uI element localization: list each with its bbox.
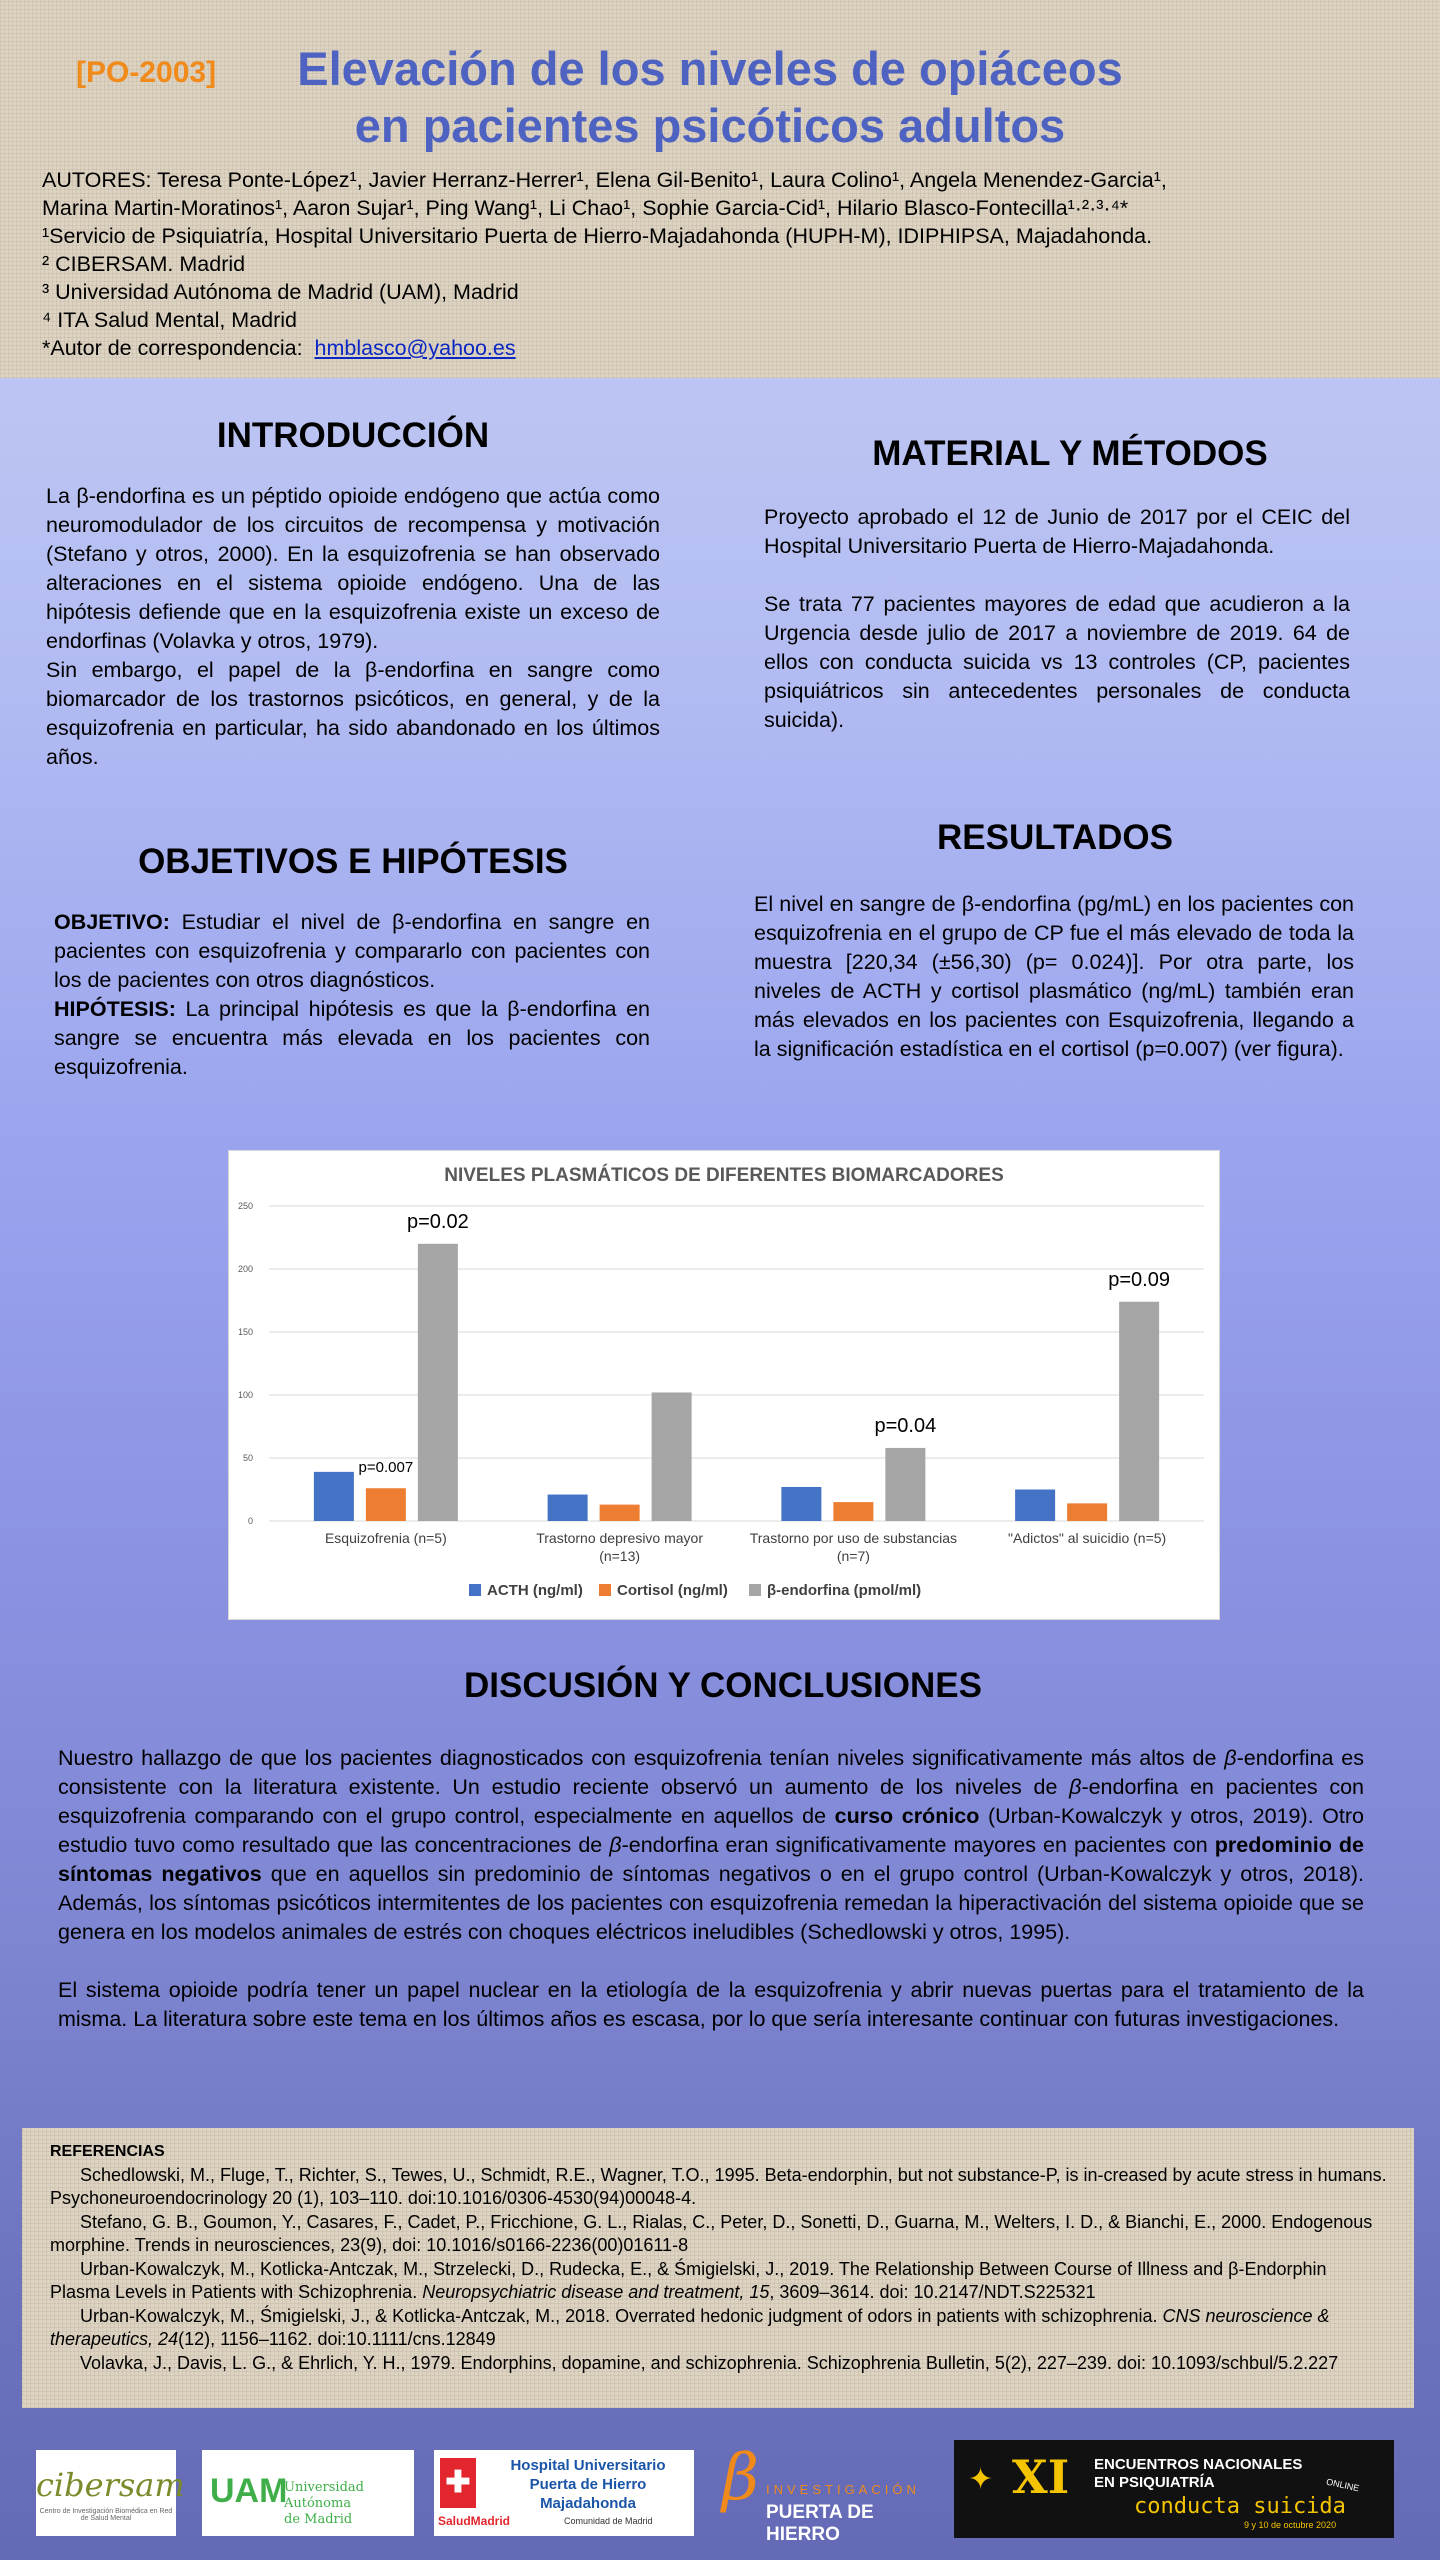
y-tick-label: 0 xyxy=(247,1516,253,1526)
y-tick-label: 50 xyxy=(242,1453,253,1463)
ref4-run-b: (12), 1156–1162. doi:10.1111/cns.12849 xyxy=(178,2329,496,2349)
discusion-title: DISCUSIÓN Y CONCLUSIONES xyxy=(464,1666,982,1705)
uam-logo-line-1: Universidad Autónoma xyxy=(284,2480,364,2511)
resultados-text xyxy=(754,890,1354,1064)
encuentros-line-1: ENCUENTROS NACIONALES xyxy=(1094,2456,1303,2473)
chart-canvas xyxy=(229,1151,1219,1619)
ref3-journal: Neuropsychiatric disease and treatment, 15 xyxy=(422,2282,770,2302)
bar-1-3 xyxy=(1067,1503,1107,1521)
bar-1-1 xyxy=(600,1505,640,1521)
hipotesis-label: HIPÓTESIS: xyxy=(54,997,176,1021)
encuentros-online: ONLINE xyxy=(1325,2476,1361,2494)
disc-bold-curso: curso crónico xyxy=(834,1804,980,1828)
investigacion-line-1: INVESTIGACIÓN xyxy=(766,2482,920,2497)
ref4-run-a: Urban-Kowalczyk, M., Śmigielski, J., & Kotlicka-Antczak, M., 2018. Overrated hedonic judgment of odors in patients with schizophrenia. xyxy=(80,2305,1163,2326)
resultados-paragraph: El nivel en sangre de β-endorfina (pg/mL) en los pacientes con esquizofrenia en el grupo de CP fue el más elevado de toda la muestra [220,34 (±56,30) (p= 0.024)]. Por otra parte, los niveles de ACTH y cortisol plasmático (ng/mL) también eran más elevados en los pacientes con Esquizofrenia, llegando a la significación estadística en el cortisol (p=0.007) (ver figura). xyxy=(754,892,1354,1061)
p-value-annotation: p=0.02 xyxy=(407,1210,469,1233)
author-list-1: Teresa Ponte-López¹, Javier Herranz-Herrer¹, Elena Gil-Benito¹, Laura Colino¹, Angela Menendez-Garcia¹, xyxy=(157,168,1167,192)
category-label: Trastorno depresivo mayor xyxy=(536,1530,704,1546)
legend-swatch-1 xyxy=(599,1584,611,1596)
hospital-logo-cross-icon: ✚ xyxy=(440,2458,476,2508)
investigacion-beta-icon: β xyxy=(722,2441,759,2515)
poster-header xyxy=(0,0,1440,378)
category-label: (n=7) xyxy=(836,1548,870,1564)
discusion-paragraph-1 xyxy=(58,1744,1364,1947)
affiliation-3: ³ Universidad Autónoma de Madrid (UAM), Madrid xyxy=(42,280,519,304)
hospital-logo-salud: SaludMadrid xyxy=(438,2514,511,2528)
affiliation-2: ² CIBERSAM. Madrid xyxy=(42,252,246,276)
legend-swatch-2 xyxy=(749,1584,761,1596)
objetivos-text xyxy=(54,908,650,1082)
cibersam-logo-subtitle: Centro de Investigación Biomédica en Red de Salud Mental xyxy=(39,2508,173,2522)
poster-title xyxy=(230,40,1190,154)
title-line-2: en pacientes psicóticos adultos xyxy=(354,99,1066,152)
bar-2-2 xyxy=(885,1448,925,1521)
objetivo-paragraph xyxy=(54,908,650,995)
intro-paragraph-1: La β-endorfina es un péptido opioide endógeno que actúa como neuromodulador de los circuitos de recompensa y motivación (Stefano y otros, 2000). En la esquizofrenia se han observado alteraciones en el sistema opioide endógeno. Una de las hipótesis defiende que en la esquizofrenia existe un exceso de endorfinas (Volavka y otros, 1979). xyxy=(46,484,660,653)
encuentros-date: 9 y 10 de octubre 2020 xyxy=(1244,2520,1337,2530)
bar-0-2 xyxy=(781,1487,821,1521)
ref3-run-a: Urban-Kowalczyk, M., Kotlicka-Antczak, M., Strzelecki, D., Rudecka, E., & Śmigielski, J., 2019. The Relationship Between Course of Illness and β-Endorphin Plasma Levels in Patients with Schizophrenia. xyxy=(50,2258,1327,2302)
y-tick-label: 200 xyxy=(237,1264,253,1274)
category-label: Trastorno por uso de substancias xyxy=(749,1530,958,1546)
disc-run-b: -endorfina es consistente con la literatura existente. Un estudio reciente observó un aumento de los niveles de xyxy=(58,1746,1364,1799)
bar-2-1 xyxy=(652,1392,692,1521)
hospital-logo-comunidad: Comunidad de Madrid xyxy=(564,2516,653,2526)
category-label: "Adictos" al suicidio (n=5) xyxy=(1008,1530,1167,1546)
affiliation-4: ⁴ ITA Salud Mental, Madrid xyxy=(42,308,298,332)
email-link[interactable]: hmblasco@yahoo.es xyxy=(314,336,516,360)
encuentros-text xyxy=(1094,2456,1302,2492)
encuentros-star-icon: ✦ xyxy=(968,2463,994,2496)
authors-block xyxy=(42,166,1382,362)
legend-label-0: ACTH (ng/ml) xyxy=(487,1582,583,1599)
p-value-annotation: p=0.007 xyxy=(358,1459,414,1477)
investigacion-logo xyxy=(722,2438,936,2545)
encuentros-numeral: XI xyxy=(1012,2450,1070,2504)
disc-beta-1: β xyxy=(1224,1746,1237,1770)
hospital-logo xyxy=(434,2450,694,2536)
poster-code: [PO-2003] xyxy=(76,56,217,89)
objetivos-title: OBJETIVOS E HIPÓTESIS xyxy=(138,842,568,881)
metodos-text xyxy=(764,503,1350,735)
cibersam-logo xyxy=(36,2450,185,2536)
objetivo-text: Estudiar el nivel de β-endorfina en sangre en pacientes con esquizofrenia y compararlo con pacientes con los de pacientes con otros diagnósticos. xyxy=(54,910,650,992)
biomarker-chart xyxy=(228,1150,1220,1620)
uam-logo xyxy=(202,2450,414,2536)
intro-text xyxy=(46,482,660,772)
disc-beta-3: β xyxy=(609,1833,622,1857)
correspondence-label: *Autor de correspondencia: xyxy=(42,336,303,360)
metodos-title: MATERIAL Y MÉTODOS xyxy=(872,434,1268,473)
category-label: (n=13) xyxy=(599,1548,641,1564)
affiliation-1: ¹Servicio de Psiquiatría, Hospital Universitario Puerta de Hierro-Majadahonda (HUPH-M), IDIPHIPSA, Majadahonda. xyxy=(42,224,1153,248)
reference-1: Schedlowski, M., Fluge, T., Richter, S., Tewes, U., Schmidt, R.E., Wagner, T.O., 1995. Beta-endorphin, but not substance-P, is in-creased by acute stress in humans. Psychoneuroendocrinology 20 (1), 103–110. doi:10.1016/0306-4530(94)00048-4. xyxy=(50,2164,1387,2208)
disc-run-c: -endorfina en pacientes con esquizofrenia comparando con el grupo control, especialmente en aquellos de xyxy=(58,1775,1365,1828)
p-value-annotation: p=0.09 xyxy=(1108,1268,1170,1291)
ref4-journal: CNS neuroscience & therapeutics, 24 xyxy=(50,2305,1330,2349)
y-tick-label: 150 xyxy=(237,1327,253,1337)
legend-label-1: Cortisol (ng/ml) xyxy=(617,1582,728,1599)
chart-title: NIVELES PLASMÁTICOS DE DIFERENTES BIOMARCADORES xyxy=(444,1165,1004,1186)
references-title: REFERENCIAS xyxy=(50,2143,165,2160)
hospital-logo-line-1: Hospital Universitario xyxy=(510,2457,666,2474)
encuentros-line-3: conducta suicida xyxy=(1134,2494,1346,2519)
reference-5: Volavka, J., Davis, L. G., & Ehrlich, Y. H., 1979. Endorphins, dopamine, and schizophrenia. Schizophrenia Bulletin, 5(2), 227–239. doi: 10.1093/schbul/5.2.227 xyxy=(80,2352,1339,2373)
correspondence xyxy=(42,334,1382,362)
encuentros-line-2: EN PSIQUIATRÍA xyxy=(1094,2474,1215,2491)
encuentros-logo xyxy=(954,2440,1394,2538)
metodos-paragraph-2: Se trata 77 pacientes mayores de edad que acudieron a la Urgencia desde julio de 2017 a noviembre de 2019. 64 de ellos con conducta suicida vs 13 controles (CP, pacientes psiquiátricos sin antecedentes personales de conducta suicida). xyxy=(764,592,1350,732)
bar-0-0 xyxy=(314,1472,354,1521)
uam-logo-mark: UAM xyxy=(210,2472,288,2510)
investigacion-line-2: PUERTA DE HIERRO xyxy=(766,2502,874,2545)
bar-1-0 xyxy=(366,1488,406,1521)
author-list-2: Marina Martin-Moratinos¹, Aaron Sujar¹, Ping Wang¹, Li Chao¹, Sophie Garcia-Cid¹, Hilario Blasco-Fontecilla¹·²·³·⁴* xyxy=(42,196,1129,220)
uam-logo-line-2: de Madrid xyxy=(284,2512,353,2527)
discusion-text xyxy=(58,1744,1364,2034)
metodos-paragraph-1: Proyecto aprobado el 12 de Junio de 2017 por el CEIC del Hospital Universitario Puerta de Hierro-Majadahonda. xyxy=(764,505,1350,558)
hospital-logo-line-2: Puerta de Hierro Majadahonda xyxy=(529,2476,647,2512)
bar-2-0 xyxy=(418,1244,458,1521)
ref3-run-b: , 3609–3614. doi: 10.2147/NDT.S225321 xyxy=(769,2282,1096,2302)
legend-label-2: β-endorfina (pmol/ml) xyxy=(767,1582,922,1599)
bar-0-3 xyxy=(1015,1490,1055,1522)
reference-4 xyxy=(50,2305,1390,2352)
authors-label: AUTORES: xyxy=(42,168,152,192)
intro-paragraph-2: Sin embargo, el papel de la β-endorfina en sangre como biomarcador de los trastornos psicóticos, en general, y de la esquizofrenia en particular, ha sido abandonado en los últimos años. xyxy=(46,658,660,769)
title-line-1: Elevación de los niveles de opiáceos xyxy=(297,42,1123,95)
disc-run-d: (Urban-Kowalczyk y otros, 2019). Otro estudio tuvo como resultado que las concentraciones de xyxy=(58,1804,1364,1857)
disc-run-a: Nuestro hallazgo de que los pacientes diagnosticados con esquizofrenia tenían niveles significativamente más altos de xyxy=(58,1746,1225,1770)
disc-beta-2: β xyxy=(1069,1775,1082,1799)
objetivo-label: OBJETIVO: xyxy=(54,910,170,934)
uam-logo-text xyxy=(284,2480,414,2528)
references-list xyxy=(50,2140,1390,2375)
cibersam-logo-text: cibersam xyxy=(36,2466,185,2504)
disc-run-e: -endorfina eran significativamente mayores en pacientes con xyxy=(621,1833,1215,1857)
discusion-paragraph-2: El sistema opioide podría tener un papel nuclear en la etiología de la esquizofrenia y abrir nuevas puertas para el tratamiento de la misma. La literatura sobre este tema en los últimos años es escasa, por lo que sería interesante continuar con futuras investigaciones. xyxy=(58,1978,1364,2031)
hipotesis-paragraph xyxy=(54,995,650,1082)
p-value-annotation: p=0.04 xyxy=(874,1414,937,1437)
reference-2: Stefano, G. B., Goumon, Y., Casares, F., Cadet, P., Fricchione, G. L., Rialas, C., Peter, D., Sonetti, D., Guarna, M., Welters, I. D., & Bianchi, E., 2000. Endogenous morphine. Trends in neurosciences, 23(9), doi: 10.1016/s0166-2236(00)01611-8 xyxy=(50,2211,1373,2255)
authors-line-1 xyxy=(42,166,1382,194)
legend-swatch-0 xyxy=(469,1584,481,1596)
bar-0-1 xyxy=(548,1495,588,1521)
category-label: Esquizofrenia (n=5) xyxy=(324,1530,447,1546)
hipotesis-text: La principal hipótesis es que la β-endorfina en sangre se encuentra más elevada en los pacientes con esquizofrenia. xyxy=(54,997,650,1079)
hospital-logo-text xyxy=(486,2456,690,2513)
y-tick-label: 100 xyxy=(237,1390,253,1400)
reference-3 xyxy=(50,2258,1390,2305)
disc-bold-sintomas: predominio de síntomas negativos xyxy=(58,1833,1364,1886)
bar-1-2 xyxy=(833,1502,873,1521)
disc-run-f: que en aquellos sin predominio de síntomas negativos o en el grupo control (Urban-Kowalczyk y otros, 2018). Además, los síntomas psicóticos intermitentes de los pacientes con esquizofrenia remedan la hiperactivación del sistema opioide que se genera en los modelos animales de estrés con choques eléctricos ineludibles (Schedlowski y otros, 1995). xyxy=(58,1862,1364,1944)
y-tick-label: 250 xyxy=(237,1201,253,1211)
references-box xyxy=(22,2128,1414,2408)
resultados-title: RESULTADOS xyxy=(937,818,1173,857)
intro-title: INTRODUCCIÓN xyxy=(216,416,490,455)
bar-2-3 xyxy=(1119,1302,1159,1521)
